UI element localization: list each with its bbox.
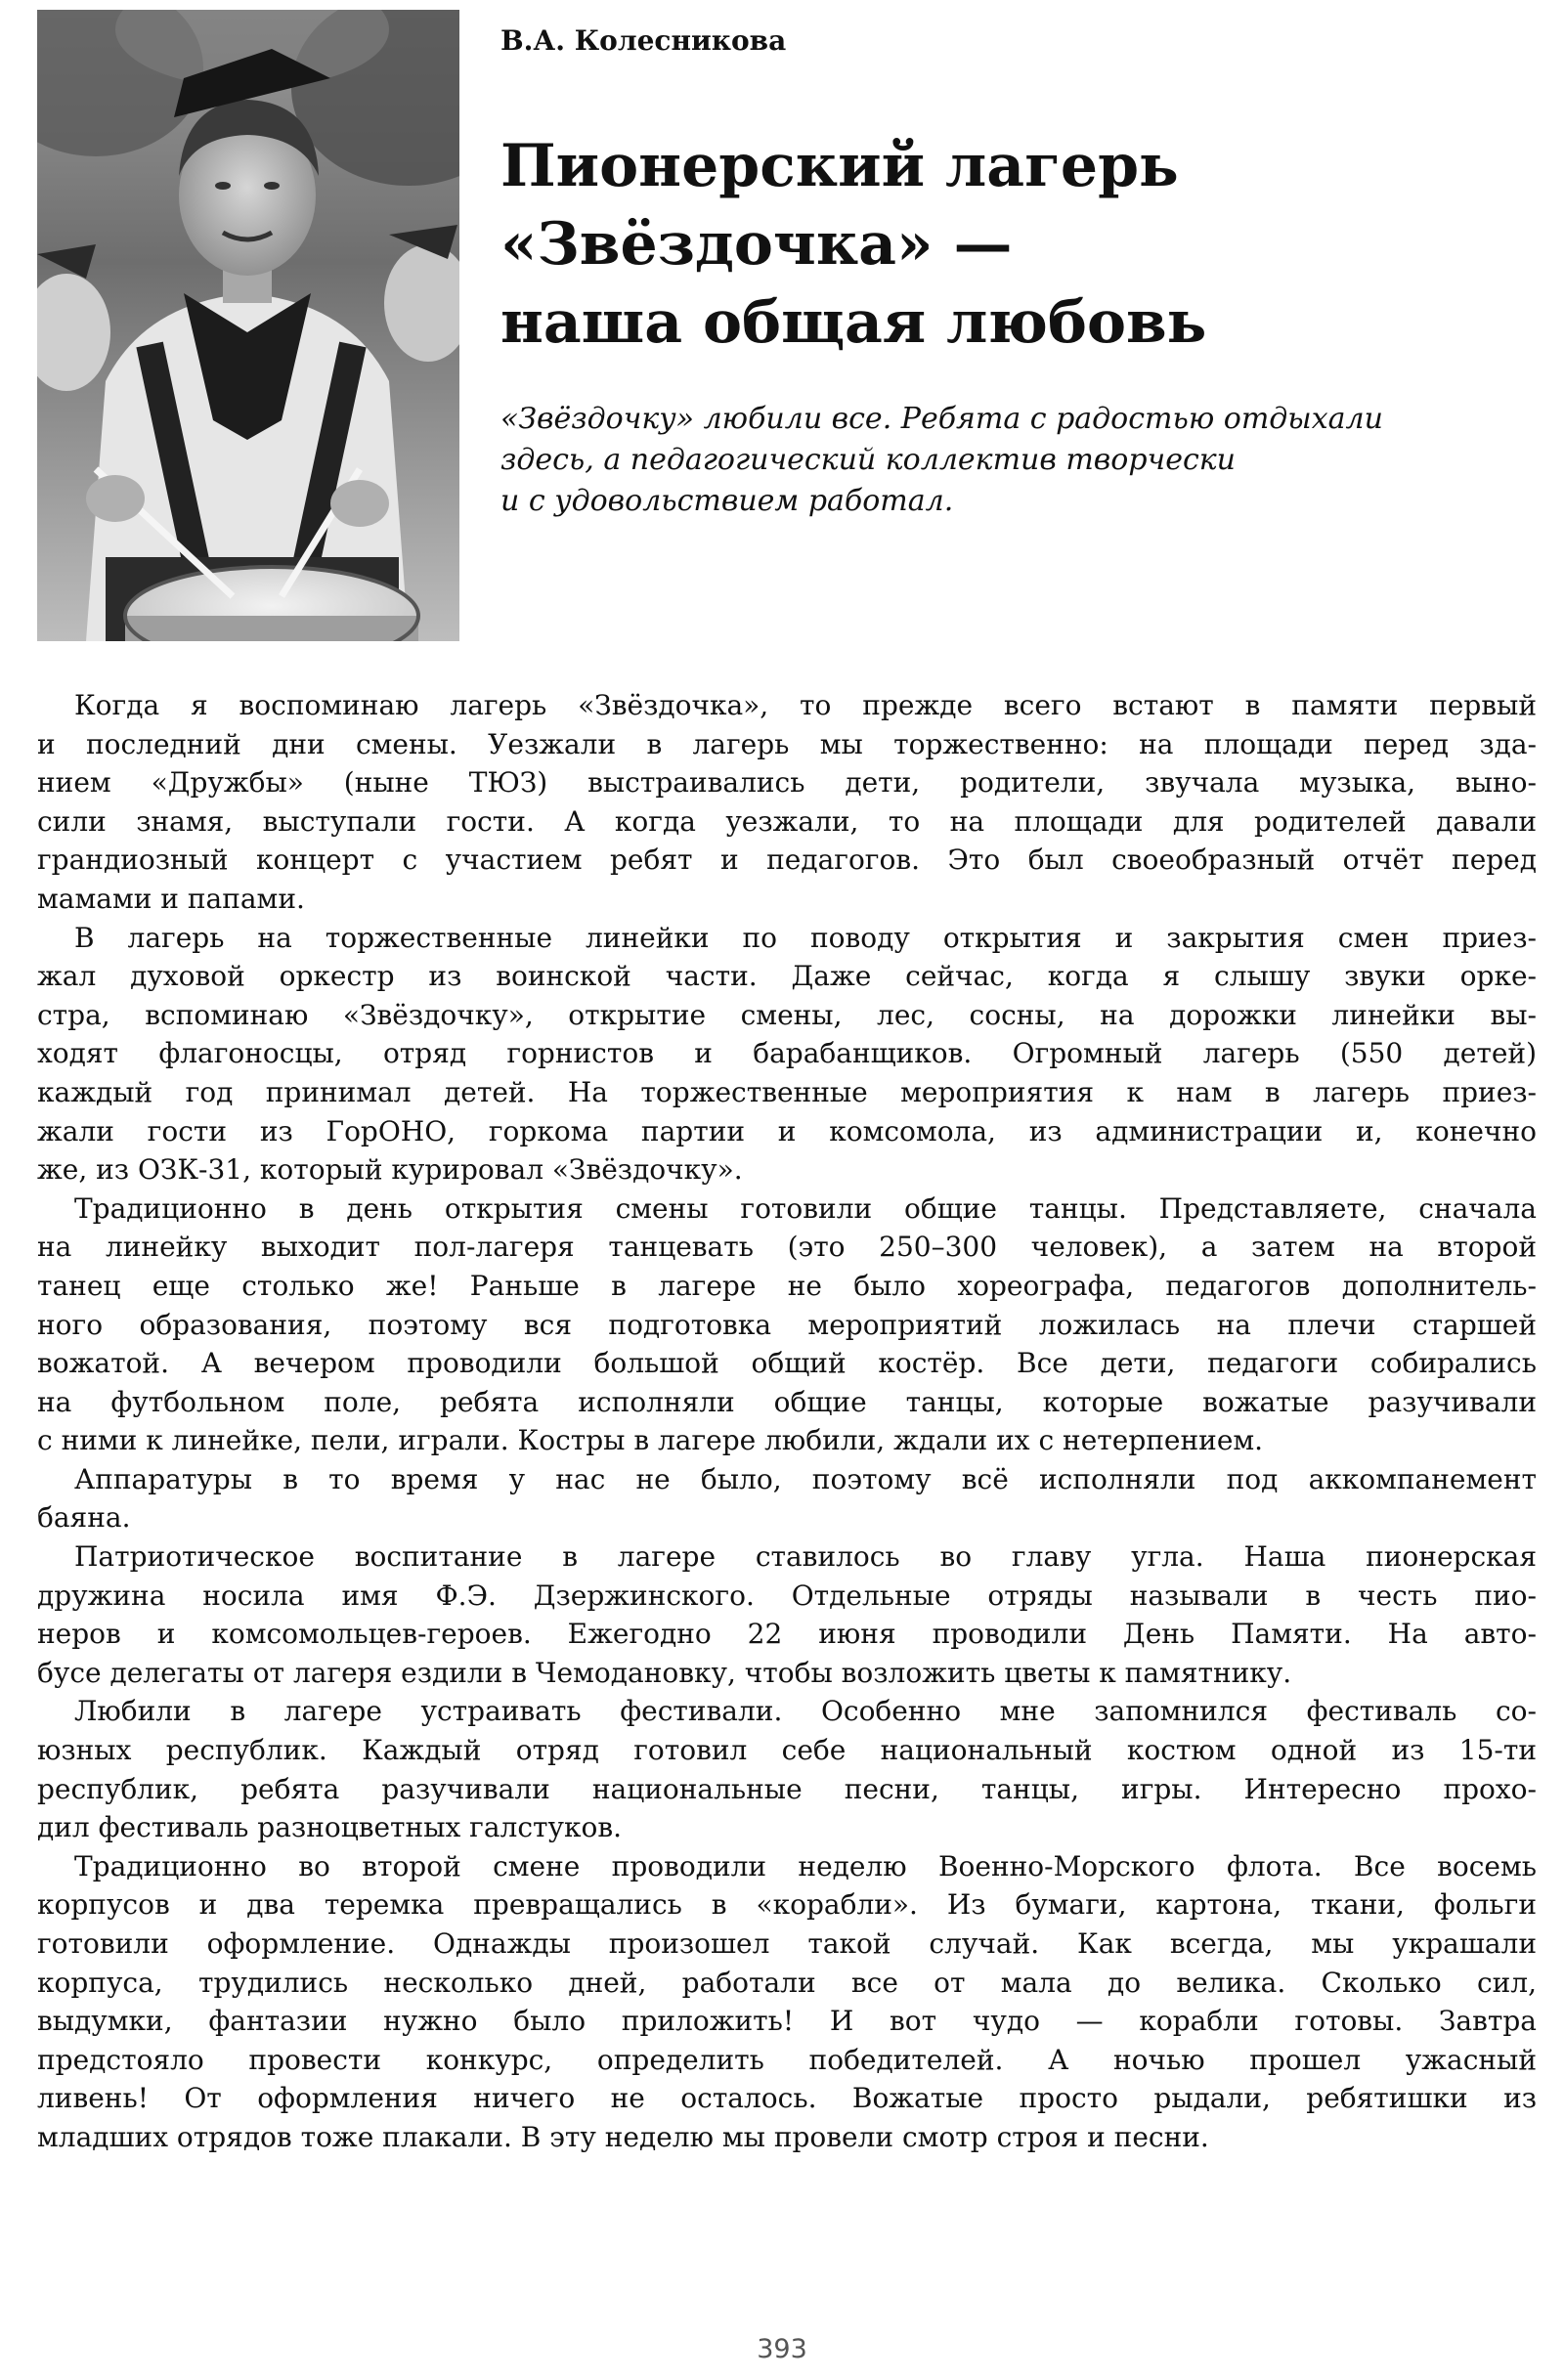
paragraph (37, 1847, 1537, 2157)
title-line: Пионерский лагерь (500, 132, 1179, 200)
paragraph-line: на линейку выходит пол-лагеря танцевать (это 250–300 человек), а затем на второй (37, 1231, 1537, 1264)
paragraph-line: вожатой. А вечером проводили большой общий костёр. Все дети, педагоги собирались (37, 1347, 1537, 1380)
paragraph-line: юзных республик. Каждый отряд готовил себе национальный костюм одной из 15-ти (37, 1734, 1537, 1767)
lead-line: здесь, а педагогический коллектив творчески (500, 443, 1236, 477)
paragraph-line: неров и комсомольцев-героев. Ежегодно 22 июня проводили День Памяти. На авто- (37, 1618, 1537, 1651)
paragraph-line: Традиционно в день открытия смены готовили общие танцы. Представляете, сначала (74, 1191, 1537, 1225)
paragraph-line: Патриотическое воспитание в лагере ставилось во главу угла. Наша пионерская (74, 1540, 1537, 1574)
paragraph-line: жали гости из ГорОНО, горкома партии и комсомола, из администрации и, конечно (37, 1114, 1537, 1147)
article-title (500, 127, 1517, 362)
paragraph-line: Традиционно во второй смене проводили неделю Военно-Морского флота. Все восемь (74, 1849, 1537, 1882)
paragraph-line: каждый год принимал детей. На торжественные мероприятия к нам в лагерь приез- (37, 1075, 1537, 1108)
paragraph-line: же, из ОЗК-31, который курировал «Звёздочку». (37, 1153, 743, 1187)
paragraph-line: готовили оформление. Однажды произошел такой случай. Как всегда, мы украшали (37, 1927, 1537, 1960)
paragraph (37, 1537, 1537, 1692)
paragraph-line: дил фестиваль разноцветных галстуков. (37, 1811, 622, 1844)
author-name: В.А. Колесникова (500, 24, 787, 57)
lead-line: и с удовольствием работал. (500, 484, 954, 518)
paragraph (37, 1460, 1537, 1537)
paragraph-line: дружина носила имя Ф.Э. Дзержинского. Отдельные отряды называли в честь пио- (37, 1579, 1537, 1612)
paragraph-line: В лагерь на торжественные линейки по поводу открытия и закрытия смен приез- (74, 921, 1537, 954)
lead-line: «Звёздочку» любили все. Ребята с радостью отдыхали (500, 402, 1383, 436)
paragraph-line: с ними к линейке, пели, играли. Костры в лагере любили, ждали их с нетерпением. (37, 1424, 1264, 1457)
page-number: 393 (757, 2334, 807, 2364)
paragraph-line: предстояло провести конкурс, определить победителей. А ночью прошел ужасный (37, 2043, 1537, 2076)
paragraph-line: стра, вспоминаю «Звёздочку», открытие смены, лес, сосны, на дорожки линейки вы- (37, 998, 1537, 1031)
paragraph-line: Любили в лагере устраивать фестивали. Особенно мне запомнился фестиваль со- (74, 1695, 1537, 1728)
paragraph (37, 1190, 1537, 1460)
paragraph-line: сили знамя, выступали гости. А когда уезжали, то на площади для родителей давали (37, 804, 1537, 838)
paragraph-line: жал духовой оркестр из воинской части. Даже сейчас, когда я слышу звуки орке- (37, 960, 1537, 993)
paragraph-line: ного образования, поэтому вся подготовка мероприятий ложилась на плечи старшей (37, 1308, 1537, 1341)
article-header (500, 22, 1517, 522)
paragraph-line: Когда я воспоминаю лагерь «Звёздочка», то прежде всего встают в памяти первый (74, 689, 1537, 721)
paragraph-line: выдумки, фантазии нужно было приложить! И вот чудо — корабли готовы. Завтра (37, 2005, 1537, 2038)
portrait-photo-image (37, 10, 459, 641)
title-line: «Звёздочка» — (500, 210, 1013, 279)
paragraph-line: на футбольном поле, ребята исполняли общие танцы, которые вожатые разучивали (37, 1385, 1537, 1418)
paragraph-line: корпусов и два теремка превращались в «корабли». Из бумаги, картона, ткани, фольги (37, 1888, 1537, 1922)
paragraph-line: нием «Дружбы» (ныне ТЮЗ) выстраивались дети, родители, звучала музыка, выно- (37, 766, 1537, 800)
paragraph-line: баяна. (37, 1501, 131, 1535)
paragraph (37, 919, 1537, 1190)
paragraph-line: танец еще столько же! Раньше в лагере не было хореографа, педагогов дополнитель- (37, 1269, 1537, 1302)
paragraph-line: республик, ребята разучивали национальные песни, танцы, игры. Интересно прохо- (37, 1772, 1537, 1805)
paragraph-line: грандиозный концерт с участием ребят и педагогов. Это был своеобразный отчёт перед (37, 844, 1537, 877)
paragraph-line: Аппаратуры в то время у нас не было, поэтому всё исполняли под аккомпанемент (74, 1462, 1537, 1495)
paragraph-line: бусе делегаты от лагеря ездили в Чемодановку, чтобы возложить цветы к памятнику. (37, 1656, 1292, 1689)
paragraph-line: ливень! От оформления ничего не осталось. Вожатые просто рыдали, ребятишки из (37, 2082, 1537, 2115)
article-lead (500, 399, 1517, 522)
title-line: наша общая любовь (500, 288, 1207, 357)
article-body (37, 686, 1537, 2157)
paragraph-line: корпуса, трудились несколько дней, работали все от мала до велика. Сколько сил, (37, 1966, 1537, 1999)
paragraph-line: мамами и папами. (37, 882, 305, 915)
paragraph-line: и последний дни смены. Уезжали в лагерь мы торжественно: на площади перед зда- (37, 727, 1537, 760)
paragraph-line: младших отрядов тоже плакали. В эту неделю мы провели смотр строя и песни. (37, 2120, 1209, 2153)
paragraph (37, 1692, 1537, 1846)
paragraph (37, 686, 1537, 919)
portrait-photo (37, 10, 459, 641)
paragraph-line: ходят флагоносцы, отряд горнистов и барабанщиков. Огромный лагерь (550 детей) (37, 1037, 1537, 1070)
